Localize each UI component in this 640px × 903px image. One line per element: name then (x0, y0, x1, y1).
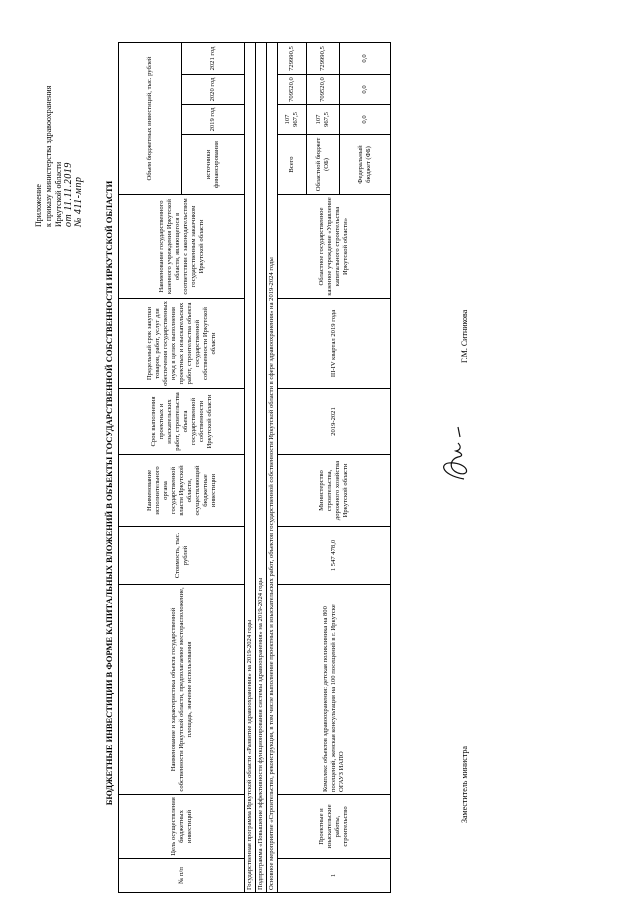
section-program: Государственная программа Иркутской области «Развитие здравоохранения» на 2019-2024 годы (245, 43, 256, 893)
funding-2021: 0,0 (340, 43, 391, 75)
funding-source: Всего (278, 135, 307, 195)
section-event-row (267, 43, 278, 893)
header-volume: Объем бюджетных инвестиций, тыс. рублей (119, 43, 182, 195)
section-subprogram-row (256, 43, 267, 893)
header-sources: источники финансирования (182, 135, 245, 195)
table-row (278, 43, 307, 893)
header-executor: Наименование исполнительного органа государственной власти Иркутской области, осуществляющий бюджетные инвестиции (119, 455, 245, 527)
header-goal: Цель осуществления бюджетных инвестиций (119, 795, 245, 859)
row-goal: Проектные и изыскательские работы, строительство (278, 795, 391, 859)
funding-source: Областной бюджет (ОБ) (307, 135, 340, 195)
appendix-line-3: Иркутской области (54, 161, 63, 227)
header-deadline: Срок выполнения проектных и изыскательских работ, строительства объекта государственной собственности Иркутской области (119, 389, 245, 455)
header-2019: 2019 год (182, 105, 245, 135)
funding-2019: 107 967,5 (307, 105, 340, 135)
funding-2020: 709520,0 (278, 75, 307, 105)
funding-2020: 709520,0 (307, 75, 340, 105)
row-deadline: 2019-2021 (278, 389, 391, 455)
handwritten-signature (436, 423, 476, 483)
appendix-line-2: к приказу министерства здравоохранения (44, 85, 53, 227)
header-name: Наименование и характеристика объекта государственной собственности Иркутской области, предполагаемое месторасположение, площадь, значение использования (119, 585, 245, 795)
section-event: Основное мероприятие «Строительство, реконструкция, в том числе выполнение проектных и изыскательских работ, объектов государственной собственности Иркутской области в сфере здравоохранения» на 2019-2024 годы (267, 43, 278, 893)
funding-2021: 729990,5 (278, 43, 307, 75)
row-executor: Министерство строительства, дорожного хозяйства Иркутской области (278, 455, 391, 527)
document-title: БЮДЖЕТНЫЕ ИНВЕСТИЦИИ В ФОРМЕ КАПИТАЛЬНЫХ ВЛОЖЕНИЙ В ОБЪЕКТЫ ГОСУДАРСТВЕННОЙ СОБСТВЕННОСТИ ИРКУТСКОЙ ОБЛАСТИ (104, 180, 114, 806)
funding-2019: 107 967,5 (278, 105, 307, 135)
row-customer: Областное государственное казенное учреждение «Управление капитального строительства Иркутской области» (278, 195, 391, 299)
appendix-date: от 11.11.2019 (63, 162, 74, 227)
row-procurement: III-IV квартал 2019 года (278, 299, 391, 389)
funding-2020: 0,0 (340, 75, 391, 105)
header-row-1 (119, 43, 182, 893)
header-2021: 2021 год (182, 43, 245, 75)
row-cost: 1 547 478,0 (278, 527, 391, 585)
appendix-note (34, 27, 84, 227)
signature-position: Заместитель министра (460, 746, 469, 823)
funding-source: Федеральный бюджет (ФБ) (340, 135, 391, 195)
header-procurement: Предельный срок закупки товаров, работ, услуг для обеспечения государственных нужд в целях выполнения проектных и изыскательских работ, строительства объекта государственной собственности Иркутской области (119, 299, 245, 389)
header-num: № п/п (119, 859, 245, 893)
header-2020: 2020 год (182, 75, 245, 105)
investments-table (118, 42, 391, 893)
funding-2019: 0,0 (340, 105, 391, 135)
section-subprogram: Подпрограмма «Повышение эффективности функционирования системы здравоохранения» на 2019-2024 годы (256, 43, 267, 893)
funding-2021: 729990,5 (307, 43, 340, 75)
appendix-number: № 411-мпр (73, 176, 84, 227)
section-program-row (245, 43, 256, 893)
header-cost: Стоимость, тыс. рублей (119, 527, 245, 585)
appendix-line-1: Приложение (34, 184, 43, 227)
header-customer: Наименование государственного казенного учреждения Иркутской области, являющегося в соответствии с законодательством государственным заказчиком Иркутской области (119, 195, 245, 299)
signature-name: Г.М. Ситникова (460, 309, 469, 363)
row-num: 1 (278, 859, 391, 893)
row-name: Комплекс объектов здравоохранения: детская поликлиника на 800 посещений, женская консультация на 100 посещений в г. Иркутске ОГАУЗ ИАПО (278, 585, 391, 795)
